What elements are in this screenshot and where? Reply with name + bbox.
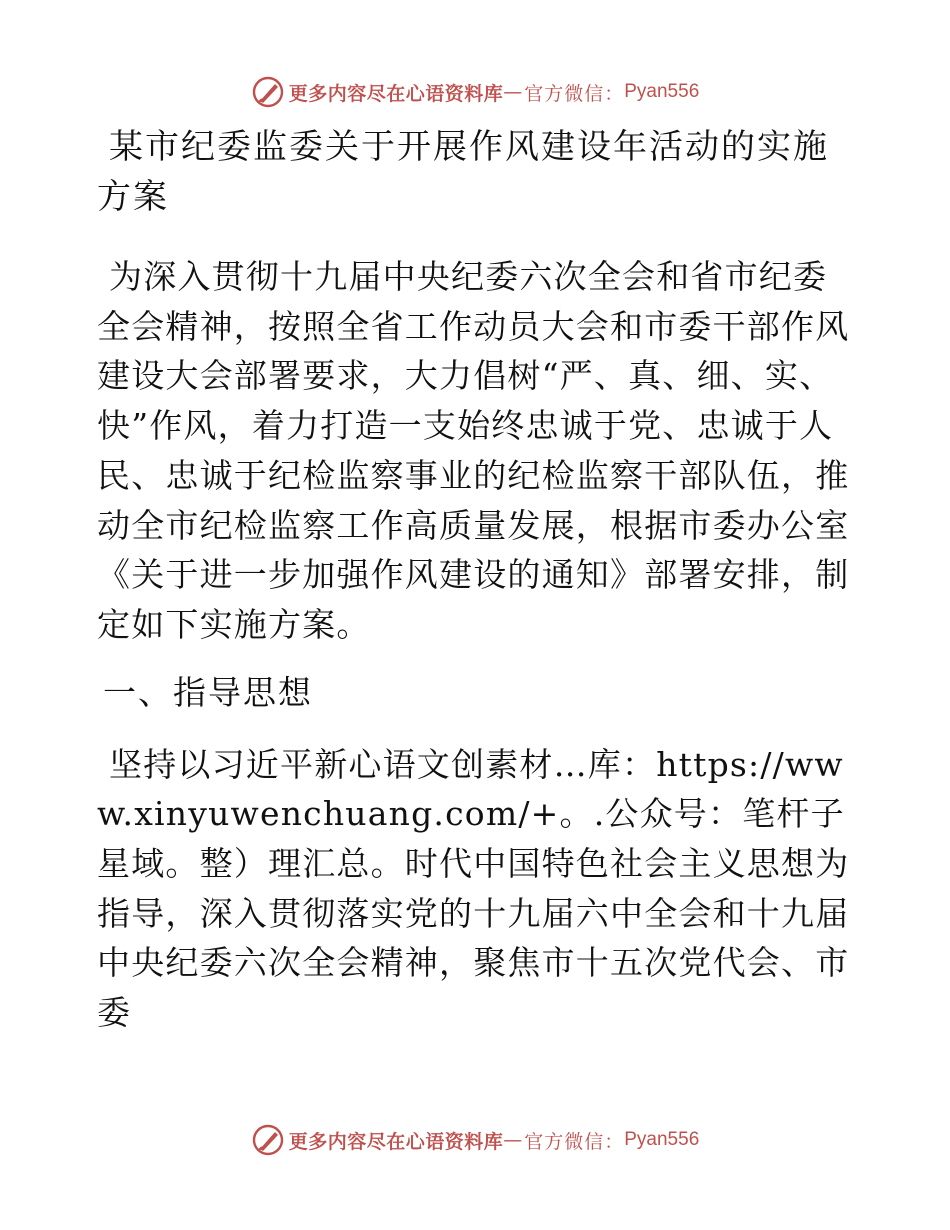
watermark-wechat-label: 官方微信：	[524, 1130, 625, 1153]
watermark-separator: —	[503, 1129, 523, 1151]
intro-paragraph: 为深入贯彻十九届中央纪委六次全会和省市纪委全会精神，按照全省工作动员大会和市委干部作风建设大会部署要求，大力倡树“严、真、细、实、快”作风，着力打造一支始终忠诚于党、忠诚于人民、忠诚于纪检监察事业的纪检监察干部队伍，推动全市纪检监察工作高质量发展，根据市委办公室《关于进一步加强作风建设的通知》部署安排，制定如下实施方案。	[97, 257, 850, 644]
watermark-brand: 更多内容尽在心语资料库	[288, 1130, 504, 1153]
quill-logo-icon	[251, 1123, 285, 1157]
watermark-wechat-id: Pyan556	[624, 1129, 700, 1150]
watermark-wechat-label: 官方微信：	[524, 82, 625, 105]
section-heading: 一、指导思想	[103, 672, 313, 712]
footer-watermark	[0, 1118, 950, 1162]
quill-logo-icon	[251, 75, 285, 109]
header-watermark	[0, 70, 950, 114]
section-paragraph: 坚持以习近平新心语文创素材…库：https://www.xinyuwenchuang.com/+。.公众号：笔杆子星域。整）理汇总。时代中国特色社会主义思想为指导，深入贯彻落实党的十九届六中全会和十九届中央纪委六次全会精神，聚焦市十五次党代会、市委	[97, 744, 850, 1033]
watermark-wechat-id: Pyan556	[624, 81, 700, 102]
watermark-separator: —	[503, 81, 523, 103]
document-body	[97, 122, 857, 1038]
document-title: 某市纪委监委关于开展作风建设年活动的实施方案	[97, 127, 829, 217]
watermark-brand: 更多内容尽在心语资料库	[288, 82, 504, 105]
